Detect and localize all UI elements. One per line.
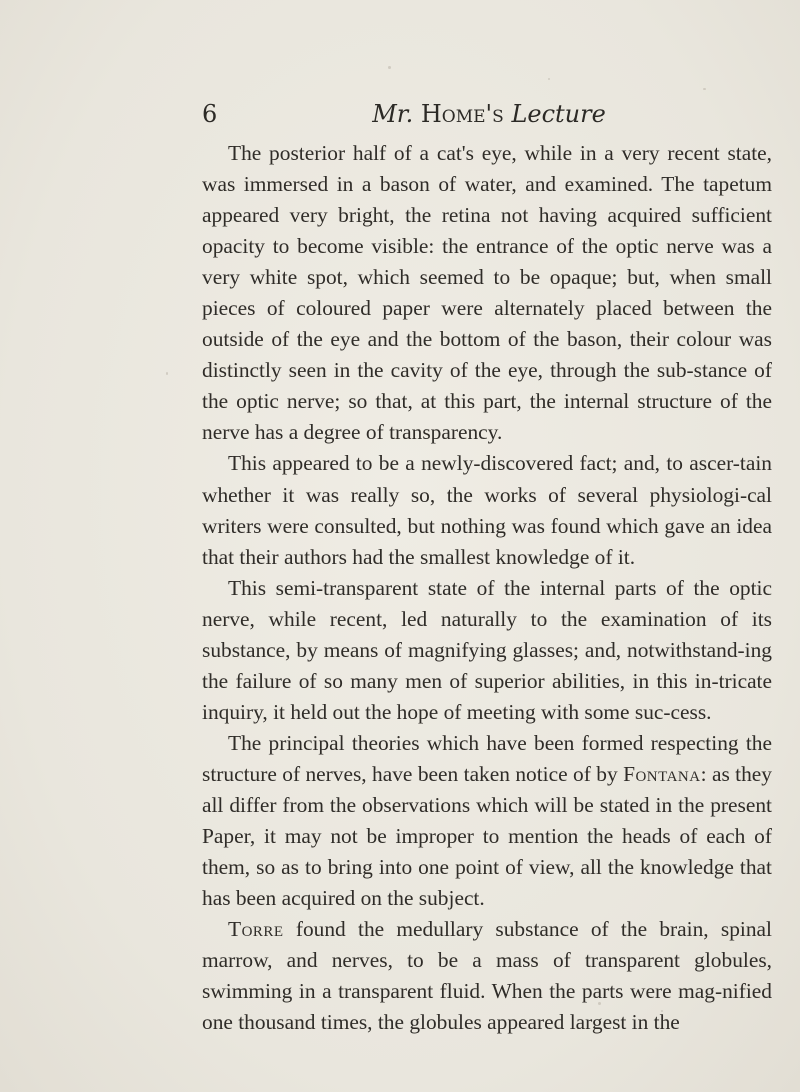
paper-speck <box>166 372 168 375</box>
paragraph-text: found the medullary substance of the brain, spinal marrow, and nerves, to be a mass of transparent globules, swimming in a transparent fluid. When the parts were mag-nified one thousand times, the globules appeared largest in the <box>202 917 772 1035</box>
paper-speck <box>388 66 391 69</box>
paragraph: This semi-transparent state of the internal parts of the optic nerve, while recent, led naturally to the examination of its substance, by means of magnifying glasses; and, notwithstand-ing the failure of so many men of superior abilities, in this in-tricate inquiry, it held out the hope of meeting with some suc-cess. <box>202 575 772 724</box>
title-prefix: Mr. <box>372 100 414 128</box>
paragraph <box>202 914 772 1038</box>
author-name: Torre <box>228 917 284 942</box>
title-suffix: Lecture <box>511 100 606 128</box>
paragraph-text: The principal theories which have been formed respecting the structure of nerves, have been taken notice of by <box>202 730 772 786</box>
paper-speck <box>703 88 706 90</box>
paragraph: This appeared to be a newly-discovered fact; and, to ascer-tain whether it was really so, the works of several physiologi-cal writers were consulted, but nothing was found which gave an idea that their authors had the smallest knowledge of it. <box>202 451 772 569</box>
title-name: Home's <box>420 100 504 128</box>
page-number: 6 <box>202 100 218 128</box>
paragraph <box>202 728 772 914</box>
author-name: Fontana <box>623 761 701 786</box>
paragraph: The posterior half of a cat's eye, while in a very recent state, was immersed in a bason of water, and examined. The tapetum appeared very bright, the retina not having acquired sufficient opacity to become visible: the entrance of the optic nerve was a very white spot, which seemed to be opaque; but, when small pieces of coloured paper were alternately placed between the outside of the eye and the bottom of the bason, their colour was distinctly seen in the cavity of the eye, through the sub-stance of the optic nerve; so that, at this part, the internal structure of the nerve has a degree of transparency. <box>202 141 772 445</box>
body-text <box>202 138 772 1038</box>
paragraph-text: : as they all differ from the observations which will be stated in the present Paper, it may not be improper to mention the heads of each of them, so as to bring into one point of view, all the knowledge that has been acquired on the subject. <box>202 761 772 911</box>
running-head-title <box>202 96 774 132</box>
paper-speck <box>548 78 550 80</box>
running-header <box>202 96 772 132</box>
